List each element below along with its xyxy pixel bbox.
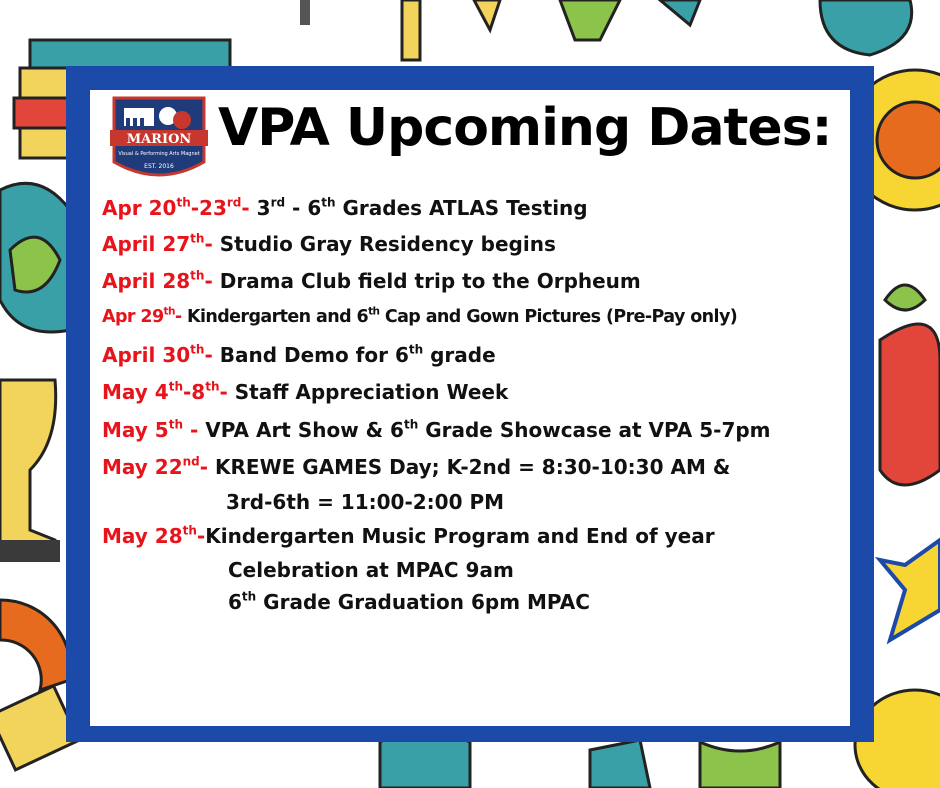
list-item: Apr 29th- Kindergarten and 6th Cap and Gown Pictures (Pre-Pay only) xyxy=(102,305,738,327)
palette-icon xyxy=(0,183,70,332)
pencil-icon xyxy=(300,0,500,60)
list-item-continuation: 3rd-6th = 11:00-2:00 PM xyxy=(226,490,505,514)
list-item: April 28th- Drama Club field trip to the Orpheum xyxy=(102,268,641,293)
list-item: May 28th-Kindergarten Music Program and End of year xyxy=(102,523,715,548)
list-item-continuation: Celebration at MPAC 9am xyxy=(228,558,514,582)
paintbrush-icon xyxy=(560,0,700,40)
school-logo xyxy=(106,92,212,188)
list-item: May 22nd- KREWE GAMES Day; K-2nd = 8:30-10:30 AM & xyxy=(102,454,731,479)
trophy-icon xyxy=(0,380,60,562)
apple-icon xyxy=(880,285,940,485)
logo-est: EST. 2016 xyxy=(144,163,174,170)
logo-name: MARION xyxy=(126,132,192,147)
list-item: April 27th- Studio Gray Residency begins xyxy=(102,231,556,256)
logo-tagline: Visual & Performing Arts Magnet xyxy=(118,151,200,157)
page-title: VPA Upcoming Dates: xyxy=(218,98,832,158)
list-item-continuation: 6th Grade Graduation 6pm MPAC xyxy=(228,589,590,614)
list-item: April 30th- Band Demo for 6th grade xyxy=(102,342,496,367)
list-item: May 5th - VPA Art Show & 6th Grade Showcase at VPA 5-7pm xyxy=(102,417,771,442)
leaf-icon xyxy=(820,0,912,55)
list-item: Apr 20th-23rd- 3rd - 6th Grades ATLAS Testing xyxy=(102,195,588,220)
list-item: May 4th-8th- Staff Appreciation Week xyxy=(102,379,509,404)
star-icon xyxy=(880,540,940,640)
